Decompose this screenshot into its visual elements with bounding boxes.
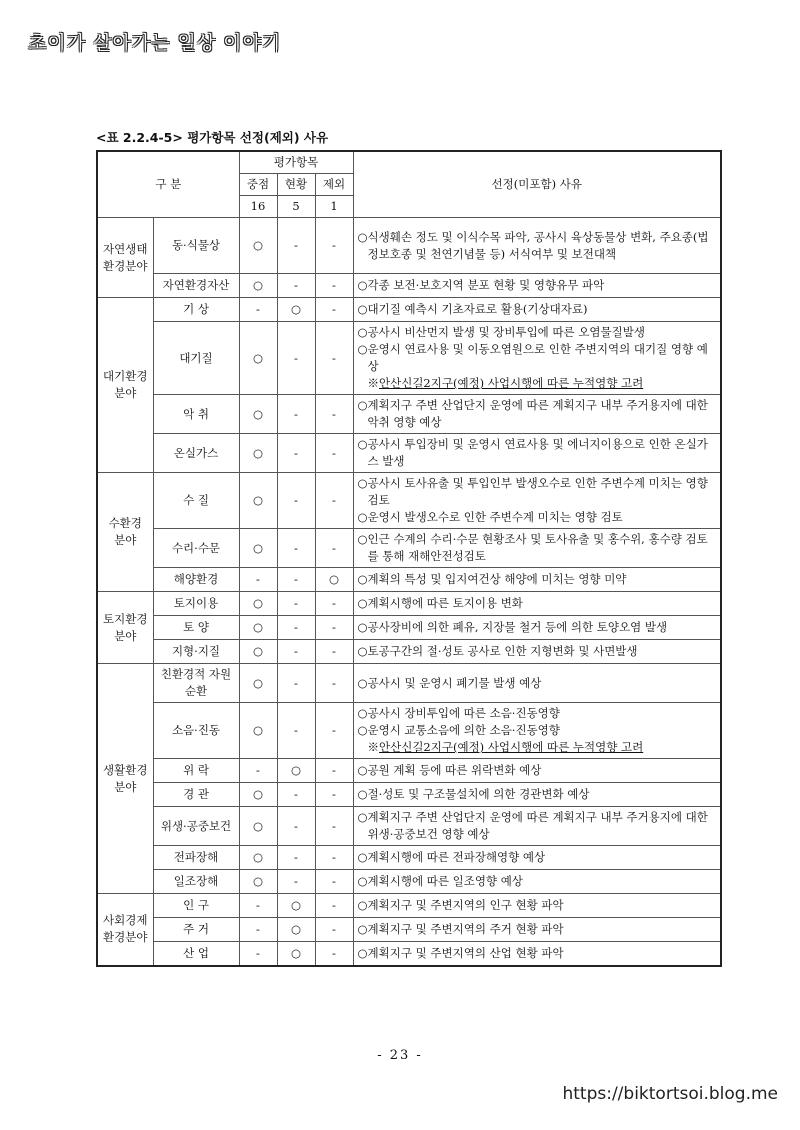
item-cell: 일조장해 [153, 870, 239, 894]
reason-note [358, 739, 717, 756]
status-count: 5 [277, 196, 315, 218]
reason-cell [353, 640, 721, 664]
cumulative-impact-note: 안산신길2지구(예정) 사업시행에 따른 누적영향 고려 [379, 376, 644, 390]
status-mark: ○ [277, 298, 315, 322]
focus-mark: ○ [239, 846, 277, 870]
excluded-mark: - [315, 434, 353, 473]
item-cell: 경 관 [153, 783, 239, 807]
item-cell: 자연환경자산 [153, 274, 239, 298]
item-cell: 악 취 [153, 395, 239, 434]
excluded-mark: - [315, 322, 353, 395]
focus-mark: - [239, 942, 277, 966]
reason-cell [353, 274, 721, 298]
status-mark: - [277, 434, 315, 473]
table-row [97, 568, 721, 592]
table-row [97, 274, 721, 298]
reason-cell [353, 616, 721, 640]
status-mark: - [277, 218, 315, 274]
reason-cell [353, 703, 721, 759]
excluded-mark: - [315, 703, 353, 759]
table-row [97, 703, 721, 759]
reason-cell [353, 846, 721, 870]
reason-line: ○운영시 발생오수로 인한 주변수계 미치는 영향 검토 [357, 510, 623, 524]
reason-cell [353, 783, 721, 807]
reason-line: ○공사시 토사유출 및 투입인부 발생오수로 인한 주변수계 미치는 영향 검토 [357, 476, 708, 507]
excluded-mark: - [315, 870, 353, 894]
focus-header: 중점 [239, 174, 277, 196]
status-header: 현황 [277, 174, 315, 196]
reason-cell [353, 218, 721, 274]
item-cell: 위 락 [153, 759, 239, 783]
excluded-mark: - [315, 218, 353, 274]
item-cell: 인 구 [153, 894, 239, 918]
reason-line: ○각종 보전·보호지역 분포 현황 및 영향유무 파악 [357, 278, 605, 292]
item-cell: 산 업 [153, 942, 239, 966]
status-mark: - [277, 592, 315, 616]
table-row [97, 846, 721, 870]
status-mark: - [277, 529, 315, 568]
excluded-mark: - [315, 918, 353, 942]
excluded-mark: - [315, 529, 353, 568]
focus-mark: ○ [239, 473, 277, 529]
excluded-mark: - [315, 807, 353, 846]
excluded-mark: - [315, 664, 353, 703]
item-cell: 수 질 [153, 473, 239, 529]
reason-line: ○공사장비에 의한 폐유, 지장물 철거 등에 의한 토양오염 발생 [357, 620, 668, 634]
reason-cell [353, 942, 721, 966]
excluded-mark: - [315, 395, 353, 434]
focus-mark: - [239, 568, 277, 592]
table-row [97, 918, 721, 942]
excluded-mark: ○ [315, 568, 353, 592]
item-cell: 주 거 [153, 918, 239, 942]
cumulative-impact-note: 안산신길2지구(예정) 사업시행에 따른 누적영향 고려 [379, 740, 644, 754]
focus-mark: ○ [239, 616, 277, 640]
table-row [97, 218, 721, 274]
table-row [97, 473, 721, 529]
excluded-mark: - [315, 616, 353, 640]
table-row [97, 298, 721, 322]
item-cell: 기 상 [153, 298, 239, 322]
table-row [97, 870, 721, 894]
excluded-mark: - [315, 640, 353, 664]
reason-header: 선정(미포함) 사유 [353, 151, 721, 218]
blog-watermark: 초이가 살아가는 일상 이야기 [28, 32, 282, 54]
focus-mark: ○ [239, 322, 277, 395]
status-mark: - [277, 274, 315, 298]
table-row [97, 616, 721, 640]
item-cell: 친환경적 자원순환 [153, 664, 239, 703]
reason-note [358, 375, 717, 392]
category-cell: 자연생태 환경분야 [97, 218, 153, 298]
focus-mark: ○ [239, 218, 277, 274]
item-cell: 토지이용 [153, 592, 239, 616]
status-mark: - [277, 473, 315, 529]
table-row [97, 759, 721, 783]
reason-line: ○대기질 예측시 기초자료로 활용(기상대자료) [357, 302, 588, 316]
category-cell: 사회경제 환경분야 [97, 894, 153, 966]
focus-mark: ○ [239, 783, 277, 807]
reason-line: ○절·성토 및 구조물설치에 의한 경관변화 예상 [357, 787, 590, 801]
reason-line: ○공원 계획 등에 따른 위락변화 예상 [357, 763, 542, 777]
status-mark: - [277, 870, 315, 894]
item-cell: 위생·공중보건 [153, 807, 239, 846]
item-cell: 지형·지질 [153, 640, 239, 664]
excluded-count: 1 [315, 196, 353, 218]
focus-mark: ○ [239, 395, 277, 434]
reason-line: ○계획시행에 따른 토지이용 변화 [357, 596, 523, 610]
reason-line: ○운영시 교통소음에 의한 소음·진동영향 [357, 723, 560, 737]
table-row [97, 664, 721, 703]
blog-url: https://biktortsoi.blog.me [562, 1084, 778, 1104]
item-cell: 토 양 [153, 616, 239, 640]
excluded-mark: - [315, 274, 353, 298]
reason-line: ○계획지구 및 주변지역의 인구 현황 파악 [357, 898, 564, 912]
table-row [97, 942, 721, 966]
focus-mark: - [239, 759, 277, 783]
status-mark: - [277, 807, 315, 846]
focus-mark: ○ [239, 870, 277, 894]
focus-mark: ○ [239, 274, 277, 298]
reason-cell [353, 322, 721, 395]
status-mark: - [277, 703, 315, 759]
item-cell: 온실가스 [153, 434, 239, 473]
division-header: 구 분 [97, 151, 239, 218]
category-cell: 수환경 분야 [97, 473, 153, 592]
focus-count: 16 [239, 196, 277, 218]
excluded-mark: - [315, 759, 353, 783]
reason-line: ○공사시 비산먼지 발생 및 장비투입에 따른 오염물질발생 [357, 325, 645, 339]
reason-line: ○계획지구 및 주변지역의 주거 현황 파악 [357, 922, 564, 936]
focus-mark: ○ [239, 592, 277, 616]
table-row [97, 434, 721, 473]
item-cell: 수리·수문 [153, 529, 239, 568]
excluded-mark: - [315, 473, 353, 529]
excluded-mark: - [315, 894, 353, 918]
status-mark: - [277, 640, 315, 664]
focus-mark: ○ [239, 529, 277, 568]
excluded-header: 제외 [315, 174, 353, 196]
status-mark: - [277, 664, 315, 703]
reason-cell [353, 894, 721, 918]
focus-mark: - [239, 918, 277, 942]
reason-line: ○공사시 투입장비 및 운영시 연료사용 및 에너지이용으로 인한 온실가스 발생 [357, 437, 708, 468]
reason-line: ○계획지구 주변 산업단지 운영에 따른 계획지구 내부 주거용지에 대한 악취 영향 예상 [357, 398, 708, 429]
table-row [97, 640, 721, 664]
status-mark: ○ [277, 894, 315, 918]
item-cell: 해양환경 [153, 568, 239, 592]
note-mark: ※ [367, 376, 379, 390]
table-row [97, 322, 721, 395]
eval-items-header: 평가항목 [239, 151, 353, 174]
focus-mark: ○ [239, 703, 277, 759]
reason-cell [353, 395, 721, 434]
category-cell: 생활환경 분야 [97, 664, 153, 894]
category-cell: 토지환경 분야 [97, 592, 153, 664]
reason-line: ○계획시행에 따른 전파장해영향 예상 [357, 850, 546, 864]
table-caption: <표 2.2.4-5> 평가항목 선정(제외) 사유 [96, 130, 329, 145]
reason-line: ○계획지구 주변 산업단지 운영에 따른 계획지구 내부 주거용지에 대한 위생·공중보건 영향 예상 [357, 810, 708, 841]
reason-cell [353, 473, 721, 529]
excluded-mark: - [315, 942, 353, 966]
focus-mark: ○ [239, 640, 277, 664]
focus-mark: ○ [239, 807, 277, 846]
reason-cell [353, 918, 721, 942]
item-cell: 소음·진동 [153, 703, 239, 759]
reason-cell [353, 568, 721, 592]
table-row [97, 894, 721, 918]
table-row [97, 529, 721, 568]
reason-line: ○토공구간의 절·성토 공사로 인한 지형변화 및 사면발생 [357, 644, 638, 658]
status-mark: - [277, 616, 315, 640]
table-row [97, 783, 721, 807]
focus-mark: ○ [239, 664, 277, 703]
status-mark: - [277, 783, 315, 807]
table-row [97, 395, 721, 434]
excluded-mark: - [315, 846, 353, 870]
excluded-mark: - [315, 592, 353, 616]
status-mark: - [277, 322, 315, 395]
table-row [97, 807, 721, 846]
item-cell: 전파장해 [153, 846, 239, 870]
reason-cell [353, 529, 721, 568]
status-mark: ○ [277, 759, 315, 783]
reason-line: ○공사시 장비투입에 따른 소음·진동영향 [357, 706, 560, 720]
reason-line: ○계획시행에 따른 일조영향 예상 [357, 874, 523, 888]
status-mark: ○ [277, 918, 315, 942]
reason-cell [353, 759, 721, 783]
reason-line: ○운영시 연료사용 및 이동오염원으로 인한 주변지역의 대기질 영향 예상 [357, 342, 708, 373]
item-cell: 대기질 [153, 322, 239, 395]
status-mark: - [277, 568, 315, 592]
reason-line: ○공사시 및 운영시 폐기물 발생 예상 [357, 675, 542, 690]
reason-cell [353, 592, 721, 616]
focus-mark: - [239, 298, 277, 322]
header-row [97, 151, 721, 174]
table-row [97, 592, 721, 616]
focus-mark: ○ [239, 434, 277, 473]
reason-line: ○인근 수계의 수리·수문 현황조사 및 토사유출 및 홍수위, 홍수량 검토를 통해 재해안전성검토 [357, 532, 708, 563]
page-number: - 23 - [377, 1048, 423, 1063]
reason-cell [353, 434, 721, 473]
reason-line: ○계획의 특성 및 입지여건상 해양에 미치는 영향 미약 [357, 572, 627, 586]
reason-line: ○계획지구 및 주변지역의 산업 현황 파악 [357, 945, 564, 960]
category-cell: 대기환경 분야 [97, 298, 153, 473]
reason-cell [353, 664, 721, 703]
status-mark: ○ [277, 942, 315, 966]
evaluation-items-table [96, 150, 722, 967]
reason-cell [353, 298, 721, 322]
note-mark: ※ [367, 740, 379, 754]
item-cell: 동·식물상 [153, 218, 239, 274]
reason-cell [353, 870, 721, 894]
status-mark: - [277, 395, 315, 434]
reason-line: ○식생훼손 정도 및 이식수목 파악, 공사시 육상동물상 변화, 주요종(법정보호종 및 천연기념물 등) 서식여부 및 보전대책 [357, 229, 709, 261]
excluded-mark: - [315, 298, 353, 322]
focus-mark: - [239, 894, 277, 918]
excluded-mark: - [315, 783, 353, 807]
status-mark: - [277, 846, 315, 870]
reason-cell [353, 807, 721, 846]
